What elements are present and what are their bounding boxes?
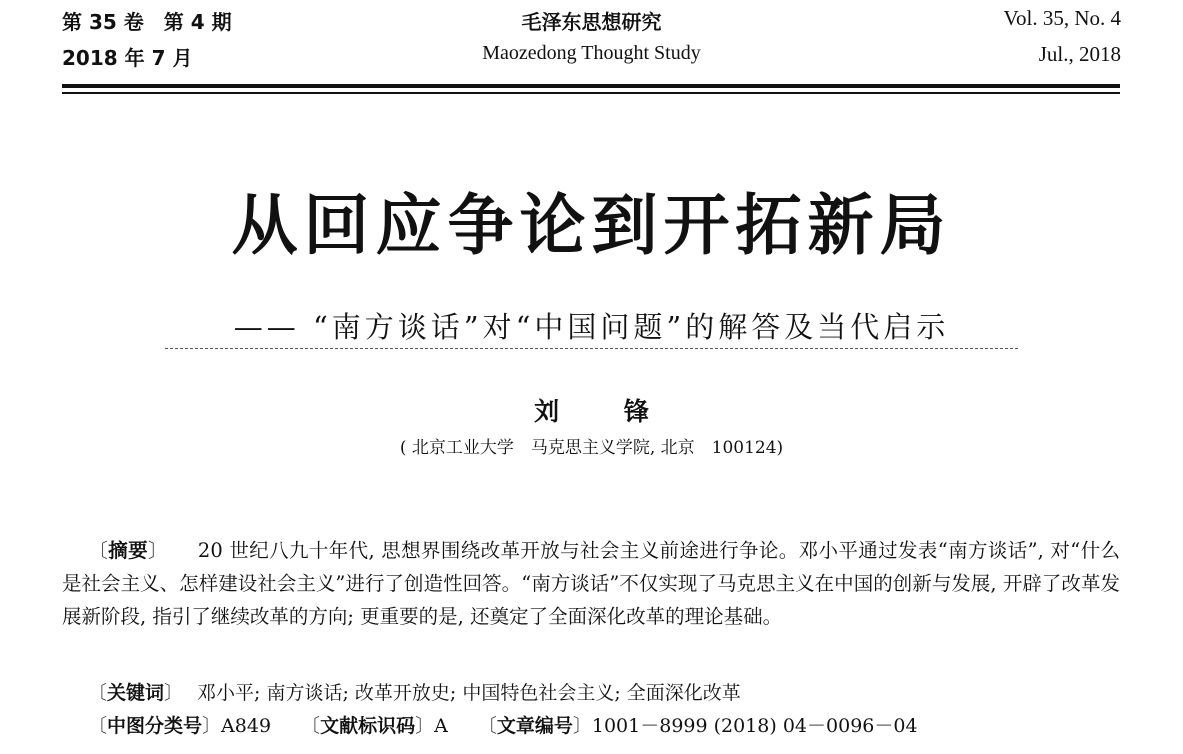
keywords-label: 关键词 <box>107 682 165 704</box>
article-number-label: 文章编号 <box>496 715 573 737</box>
abstract-label: 摘要 <box>108 539 149 562</box>
classification-line: 〔中图分类号〕A849 〔文献标识码〕A 〔文章编号〕1001－8999 (2018) 04－0096－04 <box>88 715 918 737</box>
article-title: 从回应争论到开拓新局 <box>231 187 952 264</box>
clc-label: 中图分类号 <box>107 715 203 737</box>
article-number-value: 1001－8999 (2018) 04－0096－04 <box>591 715 918 737</box>
abstract: 〔摘要〕 20 世纪八九十年代, 思想界围绕改革开放与社会主义前途进行争论。邓小平通过发表“南方谈话”, 对“什么是社会主义、怎样建设社会主义”进行了创造性回答。“南方谈话”不仅实现了马克思主义在中国的创新与发展, 开辟了改革发展新阶段, 指引了继续改革的方向; 更重要的是, 还奠定了全面深化改革的理论基础。 <box>62 539 1120 628</box>
author-affiliation: ( 北京工业大学 马克思主义学院, 北京 100124) <box>399 438 784 458</box>
doc-code-value: A <box>434 715 448 737</box>
article-subtitle: —— “南方谈话”对“中国问题”的解答及当代启示 <box>165 306 1018 349</box>
abstract-text: 20 世纪八九十年代, 思想界围绕改革开放与社会主义前途进行争论。邓小平通过发表“南方谈话”, 对“什么是社会主义、怎样建设社会主义”进行了创造性回答。“南方谈话”不仅实现了马克思主义在中国的创新与发展, 开辟了改革发展新阶段, 指引了继续改革的方向; 更重要的是, 还奠定了全面深化改革的理论基础。 <box>62 539 1120 628</box>
doc-code-label: 文献标识码 <box>320 715 416 737</box>
volume-issue-cn: 第 35 卷 第 4 期 <box>62 10 232 34</box>
header-rule-thick <box>62 84 1120 88</box>
journal-name-en: Maozedong Thought Study <box>482 42 701 64</box>
date-en: Jul., 2018 <box>1038 42 1121 66</box>
keywords-text: 邓小平; 南方谈话; 改革开放史; 中国特色社会主义; 全面深化改革 <box>197 682 741 704</box>
journal-name-cn: 毛泽东思想研究 <box>521 10 662 34</box>
journal-header-top <box>62 6 1121 36</box>
volume-issue-en: Vol. 35, No. 4 <box>1003 6 1121 30</box>
author-name: 刘 锋 <box>534 397 677 426</box>
header-rule-thin <box>62 92 1120 94</box>
journal-header-bottom <box>62 42 1121 72</box>
keywords-line: 〔关键词〕 邓小平; 南方谈话; 改革开放史; 中国特色社会主义; 全面深化改革 <box>88 682 741 704</box>
date-cn: 2018 年 7 月 <box>62 46 193 70</box>
clc-value: A849 <box>221 715 272 737</box>
